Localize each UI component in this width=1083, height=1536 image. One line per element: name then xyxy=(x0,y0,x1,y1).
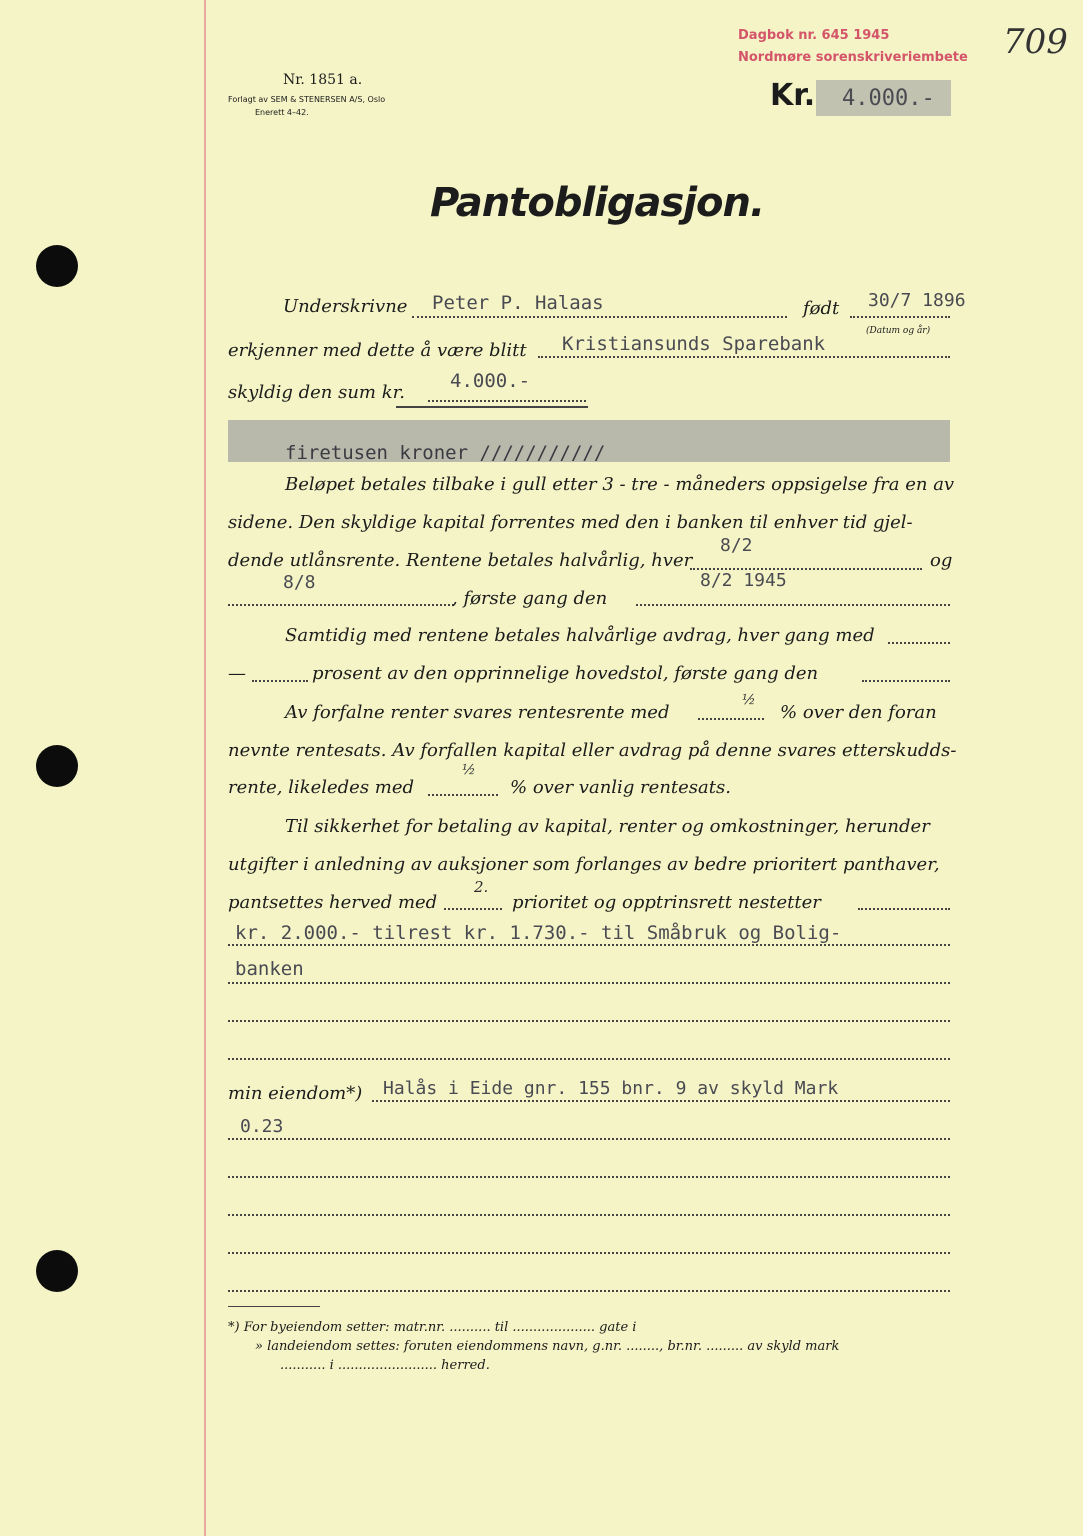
publisher-line-2: Enerett 4–42. xyxy=(255,108,309,117)
kr-label: Kr. xyxy=(770,78,816,113)
first-interest-date: 8/2 1945 xyxy=(700,570,787,591)
document-title: Pantobligasjon. xyxy=(430,180,765,226)
prior-lien-line-1: kr. 2.000.- tilrest kr. 1.730.- til Småbruk og Bolig- xyxy=(235,922,842,944)
p4-line-1: Til sikkerhet for betaling av kapital, renter og omkostninger, herunder xyxy=(285,816,930,837)
p4-line-3b: prioritet og opptrinsrett nestetter xyxy=(512,892,821,913)
p1-line-2: sidene. Den skyldige kapital forrentes med den i banken til enhver tid gjel- xyxy=(228,512,913,533)
punch-hole-middle xyxy=(36,745,78,787)
p2-dash: — xyxy=(228,663,246,684)
p3-line-1a: Av forfalne renter svares rentesrente med xyxy=(285,702,670,723)
creditor-name: Kristiansunds Sparebank xyxy=(562,333,826,355)
amount-in-words: firetusen kroner /////////// xyxy=(285,442,606,464)
punch-hole-bottom xyxy=(36,1250,78,1292)
footnote-line-1: *) For byeiendom setter: matr.nr. .......... til .................... gate i xyxy=(228,1320,637,1335)
property-line-2: 0.23 xyxy=(240,1116,284,1137)
margin-line xyxy=(204,0,206,1536)
born-date: 30/7 1896 xyxy=(868,290,966,311)
publisher-line-1: Forlagt av SEM & STENERSEN A/S, Oslo xyxy=(228,95,386,104)
property-line-1: Halås i Eide gnr. 155 bnr. 9 av skyld Mark xyxy=(383,1078,839,1099)
form-number: Nr. 1851 a. xyxy=(283,72,363,88)
footnote-line-3: ........... i ........................ herred. xyxy=(280,1358,490,1373)
p1-line-1: Beløpet betales tilbake i gull etter 3 - tre - måneders oppsigelse fra en av xyxy=(285,474,955,495)
stamp-line-1: Dagbok nr. 645 1945 xyxy=(738,28,890,43)
punch-hole-top xyxy=(36,245,78,287)
p2-line-1: Samtidig med rentene betales halvårlige avdrag, hver gang med xyxy=(285,625,875,646)
debtor-label: Underskrivne xyxy=(283,296,408,317)
interest-date-2: 8/8 xyxy=(283,572,316,593)
interest-date-1: 8/2 xyxy=(720,535,753,556)
p3-line-3a: rente, likeledes med xyxy=(228,777,415,798)
p1-line-3: dende utlånsrente. Rentene betales halvårlig, hver xyxy=(228,550,693,571)
p4-line-2: utgifter i anledning av auksjoner som forlanges av bedre prioritert panthaver, xyxy=(228,854,940,875)
overdue-rate: ½ xyxy=(462,762,476,778)
p3-line-1b: % over den foran xyxy=(780,702,937,723)
kr-amount: 4.000.- xyxy=(842,86,935,111)
p4-line-3a: pantsettes herved med xyxy=(228,892,438,913)
p2-line-2: prosent av den opprinnelige hovedstol, første gang den xyxy=(312,663,819,684)
p3-line-3b: % over vanlig rentesats. xyxy=(510,777,731,798)
sum-value: 4.000.- xyxy=(450,370,531,392)
creditor-label: erkjenner med dette å være blitt xyxy=(228,340,527,361)
property-label: min eiendom*) xyxy=(228,1083,363,1104)
folio-number: 709 xyxy=(1003,22,1068,62)
prior-lien-line-2: banken xyxy=(235,958,304,980)
p1-forste: , første gang den xyxy=(452,588,608,609)
p1-og: og xyxy=(930,550,953,571)
p3-line-2: nevnte rentesats. Av forfallen kapital eller avdrag på denne svares etterskudds- xyxy=(228,740,957,761)
born-label: født xyxy=(803,298,840,319)
footnote-line-2: » landeiendom settes: foruten eiendommens navn, g.nr. ........, br.nr. ......... av skyld mark xyxy=(255,1339,840,1354)
stamp-line-2: Nordmøre sorenskriveriembete xyxy=(738,50,968,65)
late-interest-rate: ½ xyxy=(742,692,756,708)
sum-label: skyldig den sum kr. xyxy=(228,382,405,403)
footnote-rule xyxy=(228,1306,320,1307)
priority-number: 2. xyxy=(474,878,489,896)
born-hint: (Datum og år) xyxy=(866,326,931,336)
debtor-name: Peter P. Halaas xyxy=(432,292,604,314)
